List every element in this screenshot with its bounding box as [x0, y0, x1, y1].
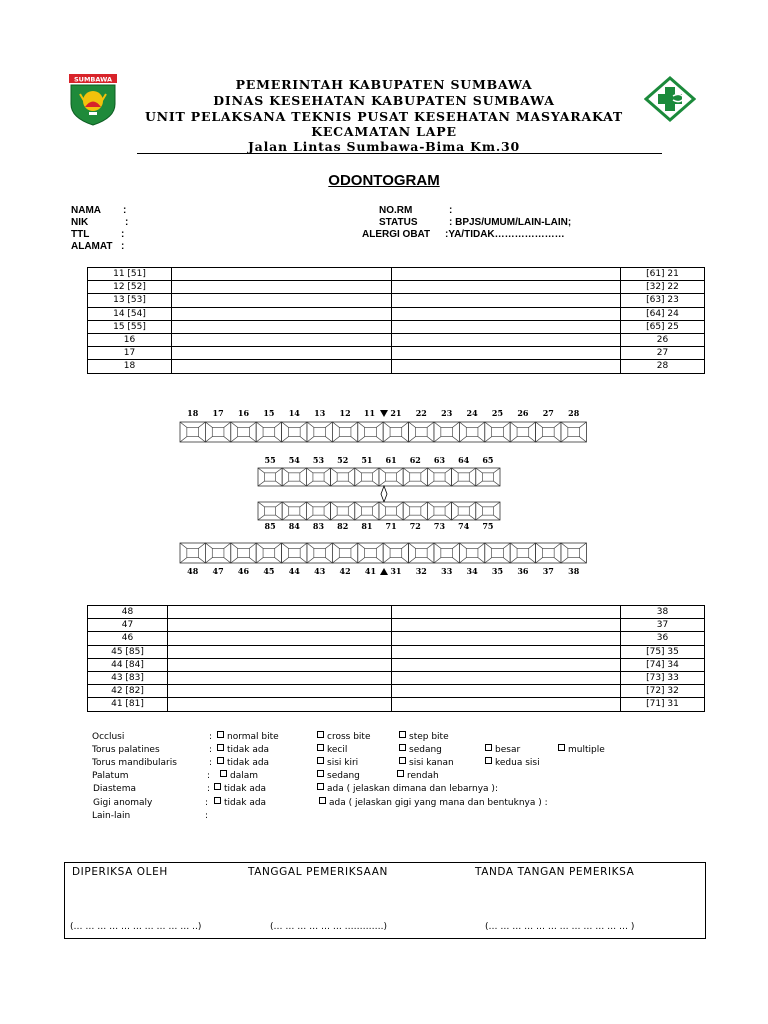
- tooth-number-label: 74: [458, 521, 470, 531]
- checkbox-icon: [317, 770, 324, 777]
- checkbox-icon: [319, 797, 326, 804]
- checkbox-sisi-kanan[interactable]: [399, 757, 454, 770]
- note-cell[interactable]: [172, 268, 392, 281]
- tooth-number-label: 63: [433, 455, 446, 465]
- tooth-number-label: 64: [458, 455, 470, 465]
- table-row: [88, 268, 705, 281]
- examiner-signature-heading: TANDA TANGAN PEMERIKSA: [475, 866, 635, 878]
- tooth-box[interactable]: [307, 422, 332, 442]
- checkbox-besar[interactable]: [485, 744, 520, 757]
- table-row: [88, 685, 705, 698]
- note-cell[interactable]: [392, 645, 621, 658]
- tooth-number-label: 16: [237, 408, 250, 418]
- tooth-number-label: 41: [364, 566, 377, 576]
- option-label: sisi kiri: [327, 758, 359, 768]
- checkbox-dalam[interactable]: [220, 770, 258, 783]
- label-nama: NAMA: [71, 205, 101, 216]
- note-cell[interactable]: [392, 360, 621, 373]
- checkbox-sedang[interactable]: [399, 744, 442, 757]
- checkbox-tidak-ada[interactable]: [214, 797, 266, 810]
- tooth-box[interactable]: [180, 422, 205, 442]
- tooth-number-label: 52: [337, 455, 349, 465]
- tooth-number-label: 72: [409, 521, 421, 531]
- note-cell[interactable]: [168, 685, 392, 698]
- checkbox-tidak-ada[interactable]: [217, 757, 269, 770]
- tooth-number-label: 81: [361, 521, 373, 531]
- option-label: tidak ada: [224, 798, 267, 808]
- tooth-number-label: 31: [390, 566, 402, 576]
- tooth-number-label: 55: [264, 455, 276, 465]
- tooth-number-label: 45: [263, 566, 275, 576]
- tooth-number-label: 82: [337, 521, 349, 531]
- header-line-2: DINAS KESEHATAN KABUPATEN SUMBAWA: [213, 93, 555, 108]
- table-row: [88, 632, 705, 645]
- tooth-right-cell: 38: [621, 606, 705, 619]
- tooth-box[interactable]: [256, 422, 281, 442]
- tooth-left-cell: 41 [81]: [88, 698, 168, 711]
- tooth-box[interactable]: [282, 468, 306, 486]
- tooth-left-cell: 16: [88, 333, 172, 346]
- header-divider: [137, 153, 662, 154]
- tooth-number-label: 36: [517, 566, 529, 576]
- midline-up-arrow-icon: [380, 568, 388, 575]
- checkbox-icon: [485, 744, 492, 751]
- option-label: kecil: [327, 745, 348, 755]
- tooth-left-cell: 14 [54]: [88, 307, 172, 320]
- midline-down-arrow-icon: [380, 410, 388, 417]
- tooth-box[interactable]: [379, 468, 403, 486]
- option-label: tidak ada: [227, 758, 270, 768]
- exam-label-gigi-anomaly: Gigi anomaly: [93, 798, 153, 808]
- upper-teeth-table: [87, 267, 705, 374]
- checkbox-kedua-sisi[interactable]: [485, 757, 540, 770]
- tooth-box[interactable]: [485, 543, 510, 563]
- tooth-number-label: 25: [491, 408, 504, 418]
- checkbox-icon: [558, 744, 565, 751]
- option-label: sedang: [327, 771, 360, 781]
- checkbox-ada[interactable]: [319, 797, 548, 810]
- tooth-left-cell: 15 [55]: [88, 320, 172, 333]
- tooth-box[interactable]: [459, 543, 484, 563]
- checkbox-tidak-ada[interactable]: [217, 744, 269, 757]
- checkbox-normal-bite[interactable]: [217, 731, 279, 744]
- tooth-right-cell: [71] 31: [621, 698, 705, 711]
- tooth-box[interactable]: [459, 422, 484, 442]
- tooth-left-cell: 17: [88, 347, 172, 360]
- exam-label-torus-mandibularis: Torus mandibularis: [92, 758, 177, 768]
- sep-ttl: :: [121, 229, 125, 240]
- tooth-number-label: 24: [466, 408, 478, 418]
- checkbox-icon: [217, 744, 224, 751]
- note-cell[interactable]: [168, 658, 392, 671]
- sep-nik: :: [125, 217, 129, 228]
- tooth-box[interactable]: [536, 422, 561, 442]
- tooth-number-label: 33: [441, 566, 453, 576]
- tooth-number-label: 61: [385, 455, 397, 465]
- checkbox-multiple[interactable]: [558, 744, 605, 757]
- note-cell[interactable]: [392, 268, 621, 281]
- checkbox-icon: [317, 757, 324, 764]
- tooth-box[interactable]: [403, 502, 427, 520]
- option-label: kedua sisi: [495, 758, 540, 768]
- tooth-box[interactable]: [307, 543, 332, 563]
- exam-sep: :: [207, 771, 211, 781]
- tooth-number-label: 84: [288, 521, 300, 531]
- note-cell[interactable]: [392, 281, 621, 294]
- tooth-box[interactable]: [434, 543, 459, 563]
- option-label: sedang: [409, 745, 442, 755]
- tooth-box[interactable]: [427, 468, 451, 486]
- tooth-right-cell: [75] 35: [621, 645, 705, 658]
- exam-label-palatum: Palatum: [92, 771, 129, 781]
- tooth-number-label: 38: [568, 566, 580, 576]
- note-cell[interactable]: [392, 333, 621, 346]
- tooth-right-cell: 37: [621, 619, 705, 632]
- checkbox-rendah[interactable]: [397, 770, 439, 783]
- note-cell[interactable]: [392, 698, 621, 711]
- tooth-box[interactable]: [256, 543, 281, 563]
- tooth-right-cell: [64] 24: [621, 307, 705, 320]
- tooth-box[interactable]: [383, 543, 408, 563]
- note-cell[interactable]: [168, 606, 392, 619]
- option-label: ada ( jelaskan dimana dan lebarnya ):: [327, 784, 498, 794]
- option-label: rendah: [407, 771, 439, 781]
- exam-label-lain-lain: Lain-lain: [92, 811, 131, 821]
- tooth-box[interactable]: [485, 422, 510, 442]
- tooth-number-label: 37: [542, 566, 554, 576]
- tooth-number-label: 32: [415, 566, 427, 576]
- tooth-number-label: 51: [361, 455, 373, 465]
- tooth-box[interactable]: [476, 468, 500, 486]
- tooth-left-cell: 12 [52]: [88, 281, 172, 294]
- tooth-number-label: 35: [491, 566, 504, 576]
- option-label: sisi kanan: [409, 758, 454, 768]
- checkbox-icon: [214, 797, 221, 804]
- option-label: besar: [495, 745, 521, 755]
- tooth-number-label: 43: [314, 566, 326, 576]
- tooth-number-label: 83: [312, 521, 325, 531]
- note-cell[interactable]: [392, 347, 621, 360]
- tooth-number-label: 34: [466, 566, 478, 576]
- tooth-number-label: 26: [517, 408, 529, 418]
- note-cell[interactable]: [392, 619, 621, 632]
- checkbox-icon: [317, 744, 324, 751]
- checkbox-sedang[interactable]: [317, 770, 360, 783]
- note-cell[interactable]: [172, 320, 392, 333]
- label-norm: NO.RM: [379, 205, 413, 216]
- exam-label-occlusi: Occlusi: [92, 732, 125, 742]
- checkbox-cross-bite[interactable]: [317, 731, 370, 744]
- option-label: cross bite: [327, 732, 371, 742]
- note-cell[interactable]: [392, 685, 621, 698]
- option-label: ada ( jelaskan gigi yang mana dan bentuknya ) :: [329, 798, 548, 808]
- tooth-right-cell: 28: [621, 360, 705, 373]
- tooth-box[interactable]: [561, 422, 586, 442]
- tooth-right-cell: [73] 33: [621, 671, 705, 684]
- tooth-box[interactable]: [258, 502, 282, 520]
- note-cell[interactable]: [168, 671, 392, 684]
- tooth-box[interactable]: [332, 543, 357, 563]
- note-cell[interactable]: [172, 333, 392, 346]
- tooth-right-cell: 26: [621, 333, 705, 346]
- tooth-box[interactable]: [409, 543, 434, 563]
- label-ttl: TTL: [71, 229, 90, 240]
- tooth-left-cell: 42 [82]: [88, 685, 168, 698]
- tooth-number-label: 21: [390, 408, 402, 418]
- option-label: tidak ada: [224, 784, 267, 794]
- tooth-right-cell: [63] 23: [621, 294, 705, 307]
- option-label: multiple: [568, 745, 605, 755]
- tooth-number-label: 75: [482, 521, 494, 531]
- table-row: [88, 360, 705, 373]
- note-cell[interactable]: [172, 281, 392, 294]
- tooth-box[interactable]: [331, 502, 355, 520]
- tooth-box[interactable]: [282, 543, 307, 563]
- tooth-number-label: 15: [263, 408, 275, 418]
- tooth-right-cell: 27: [621, 347, 705, 360]
- exam-sep: :: [205, 798, 209, 808]
- tooth-box[interactable]: [427, 502, 451, 520]
- tooth-box[interactable]: [282, 422, 307, 442]
- tooth-right-cell: [32] 22: [621, 281, 705, 294]
- tooth-number-label: 47: [212, 566, 224, 576]
- signature-box: [64, 862, 706, 939]
- exam-sep: :: [205, 811, 209, 821]
- table-row: [88, 619, 705, 632]
- exam-label-torus-palatines: Torus palatines: [92, 745, 160, 755]
- tooth-box[interactable]: [180, 543, 205, 563]
- tooth-box[interactable]: [306, 468, 330, 486]
- tooth-right-cell: [72] 32: [621, 685, 705, 698]
- checkbox-icon: [485, 757, 492, 764]
- header-line-3: UNIT PELAKSANA TEKNIS PUSAT KESEHATAN MASYARAKAT: [144, 109, 624, 124]
- note-cell[interactable]: [392, 606, 621, 619]
- tooth-left-cell: 13 [53]: [88, 294, 172, 307]
- tooth-number-label: 27: [542, 408, 554, 418]
- tooth-number-label: 23: [441, 408, 453, 418]
- tooth-number-label: 28: [568, 408, 580, 418]
- tooth-right-cell: 36: [621, 632, 705, 645]
- note-cell[interactable]: [172, 307, 392, 320]
- tooth-number-label: 17: [212, 408, 224, 418]
- tooth-number-label: 13: [314, 408, 326, 418]
- tooth-box[interactable]: [403, 468, 427, 486]
- table-row: [88, 671, 705, 684]
- tooth-box[interactable]: [231, 543, 256, 563]
- exam-sep: :: [207, 784, 211, 794]
- checkbox-icon: [399, 744, 406, 751]
- label-alamat: ALAMAT: [71, 241, 113, 252]
- value-norm: :: [449, 205, 453, 216]
- tooth-box[interactable]: [205, 422, 230, 442]
- tooth-number-label: 54: [288, 455, 300, 465]
- tooth-box[interactable]: [355, 502, 379, 520]
- table-row: [88, 645, 705, 658]
- tooth-box[interactable]: [536, 543, 561, 563]
- checkbox-ada[interactable]: [317, 783, 498, 796]
- page-title: ODONTOGRAM: [328, 172, 440, 189]
- tooth-box[interactable]: [358, 543, 383, 563]
- tooth-box[interactable]: [452, 502, 476, 520]
- option-label: tidak ada: [227, 745, 270, 755]
- note-cell[interactable]: [168, 698, 392, 711]
- table-row: [88, 606, 705, 619]
- tooth-number-label: 42: [339, 566, 351, 576]
- table-row: [88, 281, 705, 294]
- tooth-number-label: 62: [409, 455, 421, 465]
- exam-sep: :: [209, 758, 213, 768]
- label-nik: NIK: [71, 217, 89, 228]
- header-line-4: KECAMATAN LAPE: [311, 124, 457, 139]
- checkbox-icon: [317, 731, 324, 738]
- table-row: [88, 294, 705, 307]
- tooth-box[interactable]: [306, 502, 330, 520]
- tooth-number-label: 18: [187, 408, 199, 418]
- tooth-box[interactable]: [355, 468, 379, 486]
- tooth-box[interactable]: [205, 543, 230, 563]
- label-alergi: ALERGI OBAT: [362, 229, 431, 240]
- note-cell[interactable]: [392, 307, 621, 320]
- tooth-number-label: 85: [264, 521, 276, 531]
- tooth-box[interactable]: [258, 468, 282, 486]
- tooth-box[interactable]: [510, 422, 535, 442]
- tooth-left-cell: 43 [83]: [88, 671, 168, 684]
- checkbox-icon: [397, 770, 404, 777]
- tooth-left-cell: 11 [51]: [88, 268, 172, 281]
- tooth-right-cell: [61] 21: [621, 268, 705, 281]
- checkbox-icon: [317, 783, 324, 790]
- checkbox-sisi-kiri[interactable]: [317, 757, 358, 770]
- sep-nama: :: [123, 205, 127, 216]
- exam-date-heading: TANGGAL PEMERIKSAAN: [248, 866, 388, 878]
- tooth-box[interactable]: [383, 422, 408, 442]
- checkbox-kecil[interactable]: [317, 744, 347, 757]
- note-cell[interactable]: [168, 645, 392, 658]
- midline-marker-icon: [381, 486, 387, 502]
- label-status: STATUS: [379, 217, 418, 228]
- tooth-right-cell: [74] 34: [621, 658, 705, 671]
- option-label: step bite: [409, 732, 449, 742]
- tooth-left-cell: 18: [88, 360, 172, 373]
- checkbox-tidak-ada[interactable]: [214, 783, 266, 796]
- logo-text: SUMBAWA: [73, 75, 113, 84]
- value-alergi: :YA/TIDAK…………………: [445, 229, 565, 240]
- exam-date-field[interactable]: (… … … … … … ………….): [270, 922, 388, 932]
- header-line-1: PEMERINTAH KABUPATEN SUMBAWA: [235, 77, 533, 92]
- tooth-box[interactable]: [476, 502, 500, 520]
- exam-sep: :: [209, 745, 213, 755]
- table-row: [88, 333, 705, 346]
- tooth-number-label: 14: [288, 408, 300, 418]
- option-label: normal bite: [227, 732, 279, 742]
- table-row: [88, 307, 705, 320]
- tooth-left-cell: 44 [84]: [88, 658, 168, 671]
- tooth-box[interactable]: [409, 422, 434, 442]
- tooth-left-cell: 48: [88, 606, 168, 619]
- note-cell[interactable]: [168, 632, 392, 645]
- checkbox-step-bite[interactable]: [399, 731, 449, 744]
- table-row: [88, 347, 705, 360]
- header-address: Jalan Lintas Sumbawa-Bima Km.30: [247, 139, 521, 154]
- value-status: : BPJS/UMUM/LAIN-LAIN;: [449, 217, 572, 228]
- tooth-box[interactable]: [510, 543, 535, 563]
- checkbox-icon: [217, 757, 224, 764]
- tooth-number-label: 71: [385, 521, 397, 531]
- note-cell[interactable]: [392, 320, 621, 333]
- tooth-box[interactable]: [282, 502, 306, 520]
- checkbox-icon: [399, 731, 406, 738]
- lower-teeth-table: [87, 605, 705, 712]
- tooth-chart: [170, 400, 600, 582]
- examiner-name-field[interactable]: (… … … … … … … … … … ..): [70, 922, 202, 932]
- checkbox-icon: [220, 770, 227, 777]
- tooth-box[interactable]: [434, 422, 459, 442]
- tooth-left-cell: 46: [88, 632, 168, 645]
- tooth-left-cell: 45 [85]: [88, 645, 168, 658]
- tooth-number-label: 46: [237, 566, 250, 576]
- note-cell[interactable]: [392, 658, 621, 671]
- tooth-number-label: 11: [363, 408, 376, 418]
- tooth-number-label: 53: [312, 455, 325, 465]
- tooth-left-cell: 47: [88, 619, 168, 632]
- tooth-box[interactable]: [561, 543, 586, 563]
- exam-sep: :: [209, 732, 213, 742]
- sep-alamat: :: [121, 241, 125, 252]
- table-row: [88, 320, 705, 333]
- tooth-number-label: 65: [482, 455, 494, 465]
- note-cell[interactable]: [392, 294, 621, 307]
- note-cell[interactable]: [392, 632, 621, 645]
- tooth-number-label: 12: [339, 408, 351, 418]
- note-cell[interactable]: [168, 619, 392, 632]
- checkbox-icon: [217, 731, 224, 738]
- checkbox-icon: [399, 757, 406, 764]
- tooth-box[interactable]: [452, 468, 476, 486]
- examiner-heading: DIPERIKSA OLEH: [72, 866, 168, 878]
- option-label: dalam: [230, 771, 259, 781]
- tooth-box[interactable]: [332, 422, 357, 442]
- table-row: [88, 698, 705, 711]
- tooth-number-label: 73: [433, 521, 446, 531]
- note-cell[interactable]: [392, 671, 621, 684]
- checkbox-icon: [214, 783, 221, 790]
- tooth-box[interactable]: [379, 502, 403, 520]
- exam-label-diastema: Diastema: [93, 784, 136, 794]
- tooth-number-label: 22: [415, 408, 427, 418]
- tooth-number-label: 48: [187, 566, 199, 576]
- tooth-right-cell: [65] 25: [621, 320, 705, 333]
- tooth-box[interactable]: [331, 468, 355, 486]
- tooth-number-label: 44: [288, 566, 300, 576]
- tooth-box[interactable]: [231, 422, 256, 442]
- note-cell[interactable]: [172, 347, 392, 360]
- note-cell[interactable]: [172, 294, 392, 307]
- note-cell[interactable]: [172, 360, 392, 373]
- table-row: [88, 658, 705, 671]
- tooth-box[interactable]: [358, 422, 383, 442]
- signature-field[interactable]: (… … … … … … … … … … … … ): [485, 922, 635, 932]
- exam-section: [92, 731, 692, 831]
